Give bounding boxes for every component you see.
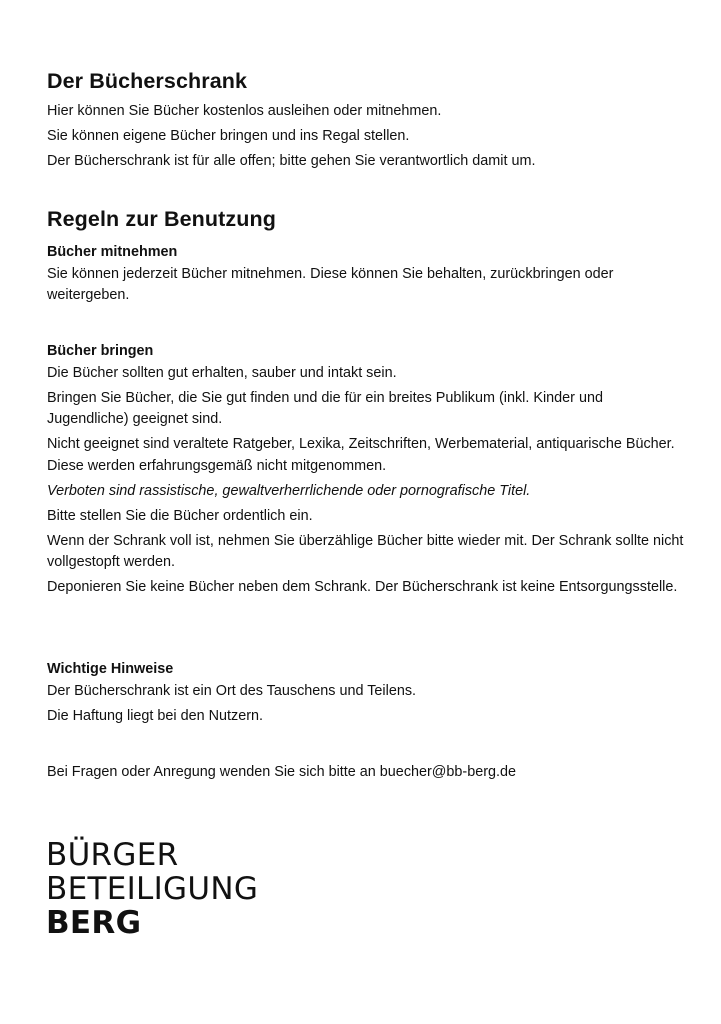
note-line: Der Bücherschrank ist ein Ort des Tauschens und Teilens. (47, 682, 417, 699)
take-books-text: Sie können jederzeit Bücher mitnehmen. Diese können Sie behalten, zurückbringen oder weitergeben. (47, 265, 614, 303)
rules-title: Regeln zur Benutzung (47, 207, 276, 231)
logo-line-3: BERG (46, 905, 142, 941)
note-line: Die Haftung liegt bei den Nutzern. (47, 707, 263, 724)
bring-rule: Die Bücher sollten gut erhalten, sauber und intakt sein. (47, 364, 397, 381)
bring-rule: Bitte stellen Sie die Bücher ordentlich ein. (47, 507, 313, 524)
intro-text-block (47, 101, 687, 176)
bring-books-heading: Bücher bringen (47, 343, 154, 359)
logo-line-1: BÜRGER (46, 837, 179, 873)
buergerbeteiligung-berg-logo (46, 838, 258, 940)
bring-rule: Bringen Sie Bücher, die Sie gut finden und die für ein breites Publikum (inkl. Kinder und Jugendliche) geeignet sind. (47, 389, 603, 427)
important-notes-heading: Wichtige Hinweise (47, 661, 174, 677)
bring-rule: Nicht geeignet sind veraltete Ratgeber, Lexika, Zeitschriften, Werbematerial, antiquarische Bücher. Diese werden erfahrungsgemäß nicht mitgenommen. (47, 436, 675, 474)
intro-line: Hier können Sie Bücher kostenlos ausleihen oder mitnehmen. (47, 103, 442, 119)
page-title: Der Bücherschrank (47, 69, 248, 93)
logo-line-2: BETEILIGUNG (46, 871, 259, 907)
bring-books-section (47, 341, 687, 602)
take-books-section (47, 242, 687, 307)
take-books-heading: Bücher mitnehmen (47, 244, 178, 260)
bring-rule: Deponieren Sie keine Bücher neben dem Schrank. Der Bücherschrank ist keine Entsorgungsstelle. (47, 579, 678, 595)
contact-text: Bei Fragen oder Anregung wenden Sie sich bitte an buecher@bb-berg.de (47, 764, 517, 780)
bring-rule: Wenn der Schrank voll ist, nehmen Sie überzählige Bücher bitte wieder mit. Der Schrank sollte nicht vollgestopft werden. (47, 532, 684, 570)
forbidden-rule: Verboten sind rassistische, gewaltverherrlichende oder pornografische Titel. (47, 482, 531, 499)
intro-line: Der Bücherschrank ist für alle offen; bitte gehen Sie verantwortlich damit um. (47, 153, 536, 169)
contact-section (47, 762, 687, 784)
important-notes-section (47, 659, 687, 731)
intro-line: Sie können eigene Bücher bringen und ins Regal stellen. (47, 128, 410, 144)
